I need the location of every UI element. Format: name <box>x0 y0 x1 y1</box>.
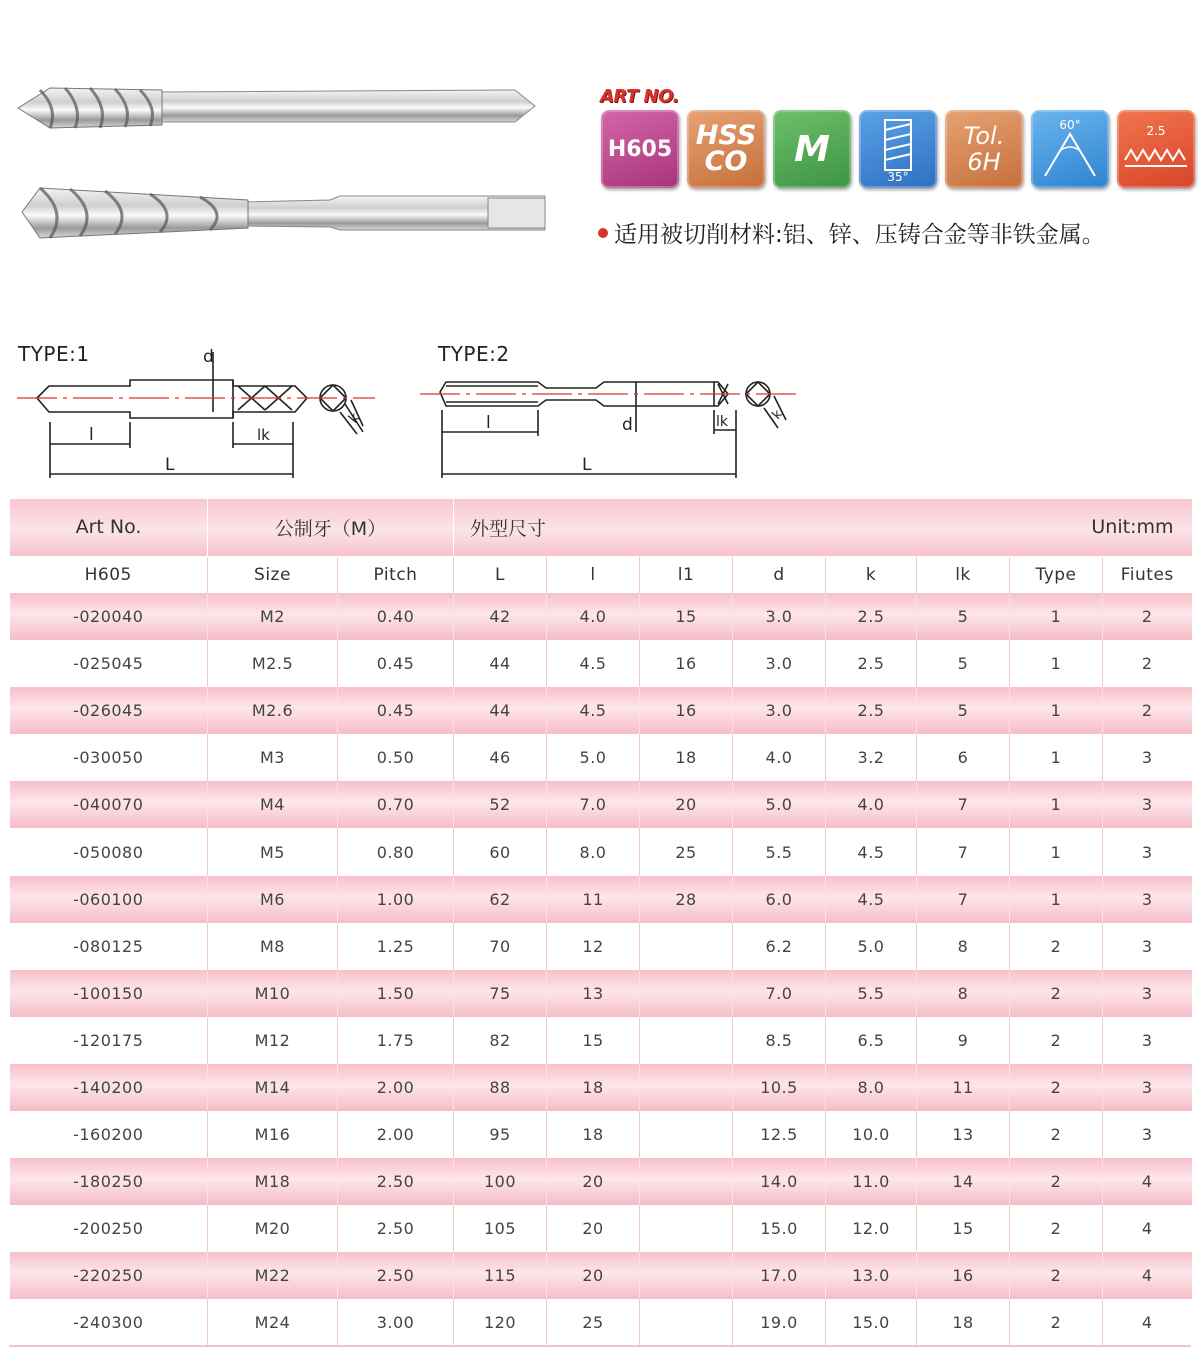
table-cell: 5 <box>917 687 1010 734</box>
table-cell: 1.50 <box>338 970 454 1017</box>
table-row <box>10 734 1192 781</box>
table-cell: 7 <box>917 876 1010 923</box>
table-cell: 4 <box>1103 1252 1192 1299</box>
table-cell <box>640 923 733 970</box>
table-cell: 4.5 <box>547 687 640 734</box>
table-row <box>10 1252 1192 1299</box>
table-row <box>10 1205 1192 1252</box>
column-header: Size <box>208 556 338 593</box>
table-cell: M4 <box>208 781 338 828</box>
table-cell: 2.5 <box>826 687 917 734</box>
column-header: L <box>454 556 547 593</box>
table-cell: 3 <box>1103 1017 1192 1064</box>
thread-angle-badge: 60° <box>1031 110 1109 188</box>
table-cell: 1.75 <box>338 1017 454 1064</box>
table-cell: -025045 <box>10 640 208 687</box>
table-cell: 6.5 <box>826 1017 917 1064</box>
table-cell: 0.45 <box>338 640 454 687</box>
table-cell: 0.45 <box>338 687 454 734</box>
d-dim-label: d <box>622 415 633 435</box>
table-cell: M2.6 <box>208 687 338 734</box>
type2-diagram <box>418 340 808 480</box>
group-header-row <box>10 499 1192 556</box>
table-cell: 3.0 <box>733 687 826 734</box>
table-cell: 12.0 <box>826 1205 917 1252</box>
table-cell: 2.00 <box>338 1064 454 1111</box>
table-cell: 10.0 <box>826 1111 917 1158</box>
table-cell: 8.0 <box>826 1064 917 1111</box>
table-cell: 4 <box>1103 1205 1192 1252</box>
L-dim-label: L <box>165 455 175 475</box>
column-header: d <box>733 556 826 593</box>
table-cell: 7.0 <box>733 970 826 1017</box>
table-cell: -140200 <box>10 1064 208 1111</box>
spiral-tap-photo-1 <box>10 70 550 150</box>
table-cell: -040070 <box>10 781 208 828</box>
table-cell: 2 <box>1010 1299 1103 1346</box>
table-cell: M2 <box>208 593 338 640</box>
table-cell: 8.5 <box>733 1017 826 1064</box>
dimensions-title: 外型尺寸 <box>470 517 547 540</box>
table-cell: 100 <box>454 1158 547 1205</box>
table-cell: 115 <box>454 1252 547 1299</box>
table-cell: 3.0 <box>733 640 826 687</box>
table-cell: 4 <box>1103 1299 1192 1346</box>
column-header: k <box>826 556 917 593</box>
table-cell: 17.0 <box>733 1252 826 1299</box>
column-header: lk <box>917 556 1010 593</box>
table-cell: 15.0 <box>733 1205 826 1252</box>
spec-table <box>9 499 1192 1347</box>
table-cell: 46 <box>454 734 547 781</box>
table-cell: M5 <box>208 828 338 875</box>
table-row <box>10 781 1192 828</box>
table-cell <box>640 1158 733 1205</box>
table-cell: -050080 <box>10 828 208 875</box>
table-row <box>10 593 1192 640</box>
table-cell: -060100 <box>10 876 208 923</box>
column-header-row <box>10 556 1192 593</box>
table-cell: 28 <box>640 876 733 923</box>
table-cell: 52 <box>454 781 547 828</box>
table-cell: 1.00 <box>338 876 454 923</box>
table-cell: 9 <box>917 1017 1010 1064</box>
table-cell: 3 <box>1103 1064 1192 1111</box>
table-cell: 8.0 <box>547 828 640 875</box>
table-cell: 42 <box>454 593 547 640</box>
table-cell: 44 <box>454 687 547 734</box>
table-row <box>10 828 1192 875</box>
table-cell: M10 <box>208 970 338 1017</box>
table-cell: 2 <box>1010 1158 1103 1205</box>
table-cell: -100150 <box>10 970 208 1017</box>
table-row <box>10 1017 1192 1064</box>
table-cell: -026045 <box>10 687 208 734</box>
table-cell: M22 <box>208 1252 338 1299</box>
table-cell: M16 <box>208 1111 338 1158</box>
table-cell: 2 <box>1103 593 1192 640</box>
tolerance-badge: Tol. 6H <box>945 110 1023 188</box>
table-cell: 1 <box>1010 828 1103 875</box>
table-cell: M8 <box>208 923 338 970</box>
table-cell: -080125 <box>10 923 208 970</box>
table-cell: 2.50 <box>338 1158 454 1205</box>
table-cell: 2 <box>1010 1017 1103 1064</box>
table-cell: 1 <box>1010 781 1103 828</box>
thread-type-badge: M <box>773 110 851 188</box>
table-cell: -240300 <box>10 1299 208 1346</box>
table-cell: 5.0 <box>547 734 640 781</box>
column-header: Type <box>1010 556 1103 593</box>
table-cell: 25 <box>640 828 733 875</box>
table-cell: 4.0 <box>547 593 640 640</box>
table-cell: 4.5 <box>826 876 917 923</box>
lk-dim-label: lk <box>716 414 728 430</box>
table-cell: 3 <box>1103 781 1192 828</box>
table-cell: 2 <box>1103 687 1192 734</box>
table-cell: M6 <box>208 876 338 923</box>
table-cell: 3.00 <box>338 1299 454 1346</box>
metric-thread-header: 公制牙（M） <box>208 499 454 556</box>
table-cell: 8 <box>917 923 1010 970</box>
spec-badges <box>601 110 1195 188</box>
table-cell: 18 <box>547 1111 640 1158</box>
table-cell: 13.0 <box>826 1252 917 1299</box>
table-cell: -220250 <box>10 1252 208 1299</box>
table-cell: 2.00 <box>338 1111 454 1158</box>
table-cell: 12.5 <box>733 1111 826 1158</box>
table-cell: M12 <box>208 1017 338 1064</box>
table-cell: 75 <box>454 970 547 1017</box>
table-cell: 4.0 <box>733 734 826 781</box>
table-cell: 11 <box>547 876 640 923</box>
spiral-tap-photo-2 <box>10 172 550 252</box>
table-cell: 2.5 <box>826 593 917 640</box>
dimensions-header <box>454 499 1192 556</box>
materials-text: 适用被切削材料:铝、锌、压铸合金等非铁金属。 <box>614 222 1105 248</box>
table-cell: 2 <box>1010 923 1103 970</box>
table-cell: 3 <box>1103 876 1192 923</box>
table-cell: 5.0 <box>733 781 826 828</box>
table-cell: 3 <box>1103 1111 1192 1158</box>
table-row <box>10 640 1192 687</box>
table-cell: M14 <box>208 1064 338 1111</box>
table-cell: 16 <box>917 1252 1010 1299</box>
table-cell: 7.0 <box>547 781 640 828</box>
table-body <box>10 593 1192 1347</box>
table-cell: 60 <box>454 828 547 875</box>
table-cell: 7 <box>917 828 1010 875</box>
L-dim-label: L <box>582 455 592 475</box>
table-cell <box>640 1205 733 1252</box>
table-cell: 11.0 <box>826 1158 917 1205</box>
table-cell: 82 <box>454 1017 547 1064</box>
table-cell: 20 <box>547 1205 640 1252</box>
table-cell: 5.5 <box>826 970 917 1017</box>
table-cell: 2 <box>1010 1064 1103 1111</box>
table-cell: M18 <box>208 1158 338 1205</box>
table-cell: 70 <box>454 923 547 970</box>
table-cell: M2.5 <box>208 640 338 687</box>
table-cell: 20 <box>640 781 733 828</box>
type2-label: TYPE:2 <box>438 342 510 366</box>
table-cell: 18 <box>547 1064 640 1111</box>
applicable-materials <box>598 216 1105 249</box>
table-row <box>10 1064 1192 1111</box>
table-cell: 2 <box>1010 970 1103 1017</box>
unit-label: Unit:mm <box>1091 516 1174 539</box>
table-cell: 3 <box>1103 923 1192 970</box>
table-cell: 0.40 <box>338 593 454 640</box>
table-cell: 5.0 <box>826 923 917 970</box>
table-cell: 4.5 <box>547 640 640 687</box>
table-cell: 3 <box>1103 828 1192 875</box>
lk-dim-label: lk <box>257 426 270 444</box>
table-cell: 18 <box>640 734 733 781</box>
table-cell: 20 <box>547 1158 640 1205</box>
table-cell <box>640 1111 733 1158</box>
table-cell: 14 <box>917 1158 1010 1205</box>
table-cell: 2 <box>1010 1205 1103 1252</box>
table-cell: 16 <box>640 640 733 687</box>
table-cell: 2.50 <box>338 1205 454 1252</box>
table-cell <box>640 1299 733 1346</box>
table-cell: 105 <box>454 1205 547 1252</box>
table-cell: 2.5 <box>826 640 917 687</box>
pitch-badge: 2.5 <box>1117 110 1195 188</box>
table-cell: -020040 <box>10 593 208 640</box>
table-cell: 6 <box>917 734 1010 781</box>
thread-pitch-icon <box>1117 110 1195 188</box>
table-cell: 7 <box>917 781 1010 828</box>
table-cell: 10.5 <box>733 1064 826 1111</box>
table-cell: 62 <box>454 876 547 923</box>
table-cell: -180250 <box>10 1158 208 1205</box>
table-cell: 120 <box>454 1299 547 1346</box>
art-no-header: Art No. <box>10 499 208 556</box>
table-cell: -030050 <box>10 734 208 781</box>
table-cell: 1 <box>1010 640 1103 687</box>
table-cell: 1 <box>1010 593 1103 640</box>
table-row <box>10 970 1192 1017</box>
table-cell: 13 <box>547 970 640 1017</box>
table-cell: 1.25 <box>338 923 454 970</box>
table-cell: 0.70 <box>338 781 454 828</box>
table-cell: 5 <box>917 593 1010 640</box>
table-cell: 18 <box>917 1299 1010 1346</box>
table-row <box>10 1111 1192 1158</box>
table-cell: 2.50 <box>338 1252 454 1299</box>
bullet-icon <box>598 228 608 238</box>
k-dim-label: k <box>769 407 786 423</box>
table-cell: 15 <box>640 593 733 640</box>
table-cell: 2 <box>1103 640 1192 687</box>
table-cell: 1 <box>1010 734 1103 781</box>
table-cell: 14.0 <box>733 1158 826 1205</box>
table-cell: 44 <box>454 640 547 687</box>
table-cell: 15.0 <box>826 1299 917 1346</box>
table-cell: 0.80 <box>338 828 454 875</box>
table-bottom-rule <box>9 1345 1191 1347</box>
table-cell: 2 <box>1010 1252 1103 1299</box>
art-no-label: ART NO. <box>600 86 679 107</box>
table-cell: 20 <box>547 1252 640 1299</box>
table-cell: 6.2 <box>733 923 826 970</box>
table-cell: -120175 <box>10 1017 208 1064</box>
table-cell <box>640 970 733 1017</box>
table-cell: 11 <box>917 1064 1010 1111</box>
table-cell: 5 <box>917 640 1010 687</box>
table-cell: 4.5 <box>826 828 917 875</box>
l-dim-label: l <box>486 413 491 433</box>
table-row <box>10 876 1192 923</box>
table-cell: 15 <box>917 1205 1010 1252</box>
code-badge: H605 <box>601 110 679 188</box>
table-cell: 3.0 <box>733 593 826 640</box>
table-cell: 3.2 <box>826 734 917 781</box>
column-header: Pitch <box>338 556 454 593</box>
table-cell: 15 <box>547 1017 640 1064</box>
table-cell: 16 <box>640 687 733 734</box>
table-cell: M3 <box>208 734 338 781</box>
table-row <box>10 923 1192 970</box>
table-cell: -200250 <box>10 1205 208 1252</box>
table-row <box>10 1299 1192 1346</box>
table-cell: 13 <box>917 1111 1010 1158</box>
column-header: l <box>547 556 640 593</box>
table-cell: 12 <box>547 923 640 970</box>
table-cell: M20 <box>208 1205 338 1252</box>
type1-label: TYPE:1 <box>18 342 90 366</box>
d-dim-label: d <box>203 347 214 367</box>
k-dim-label: k <box>345 410 364 427</box>
table-cell: 8 <box>917 970 1010 1017</box>
table-cell: 3 <box>1103 734 1192 781</box>
table-cell: 88 <box>454 1064 547 1111</box>
table-cell: 1 <box>1010 687 1103 734</box>
table-cell: 5.5 <box>733 828 826 875</box>
table-row <box>10 1158 1192 1205</box>
table-cell: 25 <box>547 1299 640 1346</box>
table-cell: 95 <box>454 1111 547 1158</box>
table-cell: 0.50 <box>338 734 454 781</box>
table-cell: M24 <box>208 1299 338 1346</box>
table-cell: 4 <box>1103 1158 1192 1205</box>
column-header: Fiutes <box>1103 556 1192 593</box>
table-cell: -160200 <box>10 1111 208 1158</box>
helix-angle-badge: 35° <box>859 110 937 188</box>
table-cell: 6.0 <box>733 876 826 923</box>
table-cell <box>640 1017 733 1064</box>
column-header: l1 <box>640 556 733 593</box>
table-row <box>10 687 1192 734</box>
column-header: H605 <box>10 556 208 593</box>
table-cell: 2 <box>1010 1111 1103 1158</box>
material-badge: HSS CO <box>687 110 765 188</box>
table-cell: 1 <box>1010 876 1103 923</box>
table-cell: 4.0 <box>826 781 917 828</box>
type1-diagram <box>15 340 395 480</box>
table-cell: 19.0 <box>733 1299 826 1346</box>
table-cell <box>640 1252 733 1299</box>
table-cell: 3 <box>1103 970 1192 1017</box>
table-cell <box>640 1064 733 1111</box>
l-dim-label: l <box>89 425 94 445</box>
